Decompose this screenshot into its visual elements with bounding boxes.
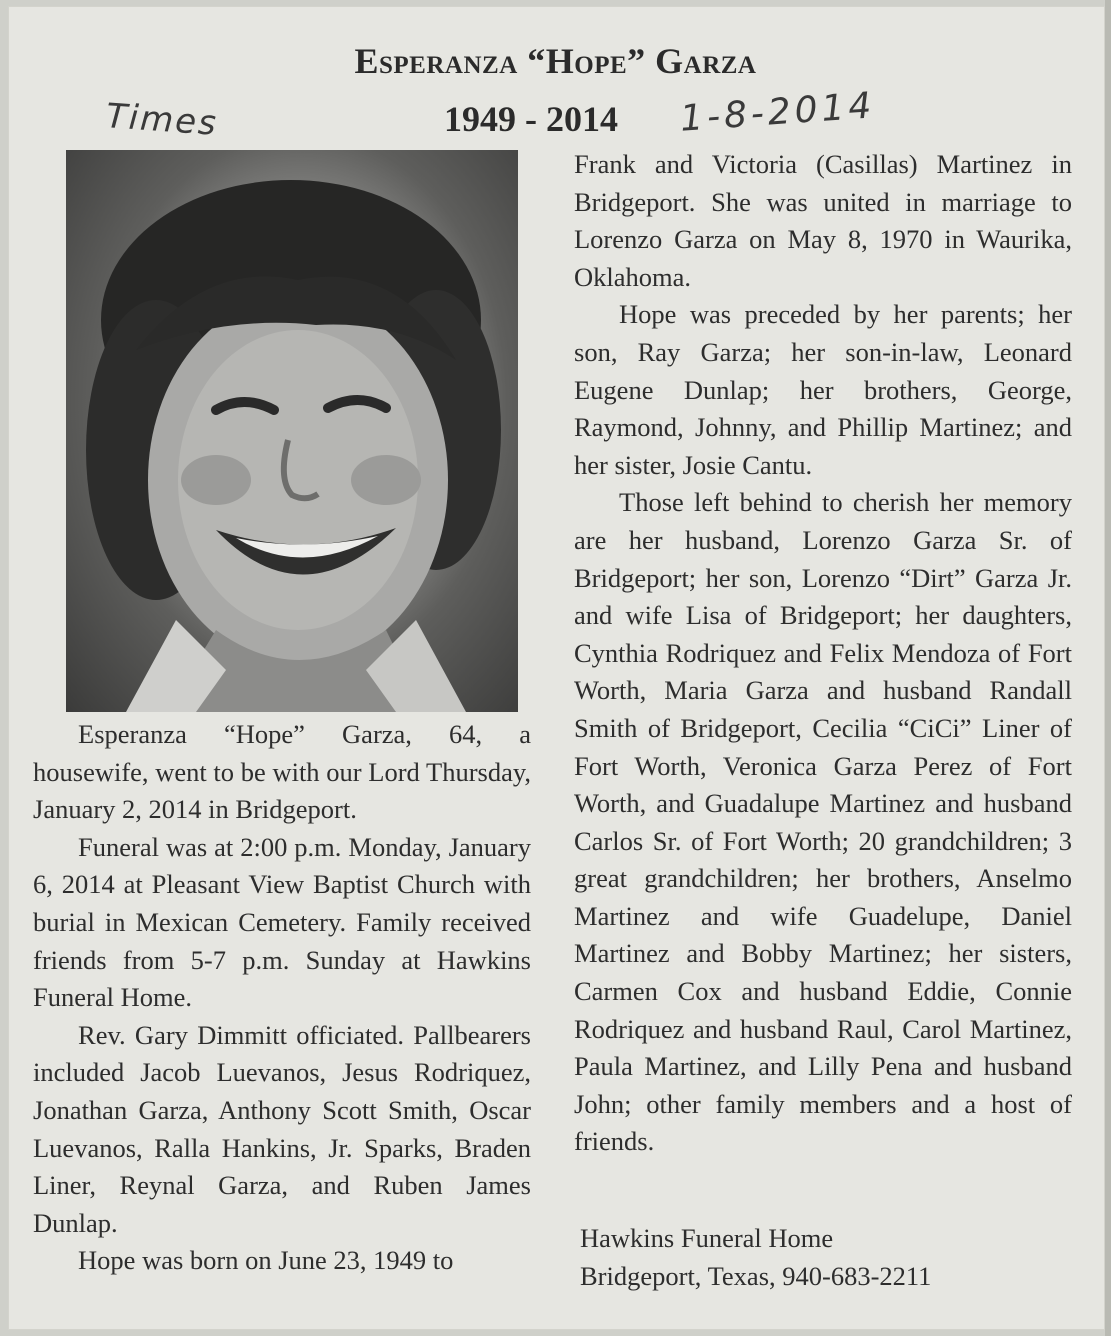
paragraph-funeral-details: Funeral was at 2:00 p.m. Monday, January 6, 2014 at Pleasant View Baptist Church with burial in Mexican Cemetery. Family received friends from 5-7 p.m. Sunday at Hawkins Funeral Home.: [33, 831, 531, 1013]
obituary-years: 1949 - 2014: [444, 99, 618, 139]
paragraph-birth-continued: Frank and Victoria (Casillas) Martinez in Bridgeport. She was united in marriage to Lorenzo Garza on May 8, 1970 in Waurika, Oklahoma.: [574, 149, 1072, 292]
funeral-home-location-phone: Bridgeport, Texas, 940-683-2211: [580, 1260, 932, 1291]
left-column-text: [33, 716, 531, 1280]
paragraph-preceded-by: Hope was preceded by her parents; her son, Ray Garza; her son-in-law, Leonard Eugene Dunlap; her brothers, George, Raymond, Johnny, and Phillip Martinez; and her sister, Josie Cantu.: [574, 299, 1072, 480]
paragraph-death-notice: Esperanza “Hope” Garza, 64, a housewife, went to be with our Lord Thursday, January 2, 2014 in Bridgeport.: [33, 719, 531, 825]
portrait-photo: [66, 150, 518, 712]
funeral-home-credit: [580, 1220, 931, 1295]
obituary-title: Esperanza “Hope” Garza: [354, 41, 757, 81]
paragraph-officiant-pallbearers: Rev. Gary Dimmitt officiated. Pallbearers included Jacob Luevanos, Jesus Rodriquez, Jonathan Garza, Anthony Scott Smith, Oscar Luevanos, Ralla Hankins, Jr. Sparks, Braden Liner, Reynal Garza, and Ruben James Dunlap.: [33, 1019, 531, 1238]
paragraph-survivors: Those left behind to cherish her memory are her husband, Lorenzo Garza Sr. of Bridgeport; her son, Lorenzo “Dirt” Garza Jr. and wife Lisa of Bridgeport; her daughters, Cynthia Rodriquez and Felix Mendoza of Fort Worth, Maria Garza and husband Randall Smith of Bridgeport, Cecilia “CiCi” Liner of Fort Worth, Veronica Garza Perez of Fort Worth, and Guadalupe Martinez and husband Carlos Sr. of Fort Worth; 20 grandchildren; 3 great grandchildren; her brothers, Anselmo Martinez and wife Guadelupe, Daniel Martinez and Bobby Martinez; her sisters, Carmen Cox and husband Eddie, Connie Rodriquez and husband Raul, Carol Martinez, Paula Martinez, and Lilly Pena and husband John; other family members and a host of friends.: [574, 487, 1072, 1157]
right-column-text: [574, 146, 1072, 1161]
funeral-home-name: Hawkins Funeral Home: [580, 1223, 834, 1253]
handwritten-date-note: 1-8-2014: [678, 85, 877, 140]
handwritten-source-note: Times: [104, 96, 220, 144]
paragraph-birth-start: Hope was born on June 23, 1949 to: [78, 1245, 454, 1276]
background-edge: [1105, 0, 1111, 1336]
portrait-photo-icon: [66, 150, 518, 712]
